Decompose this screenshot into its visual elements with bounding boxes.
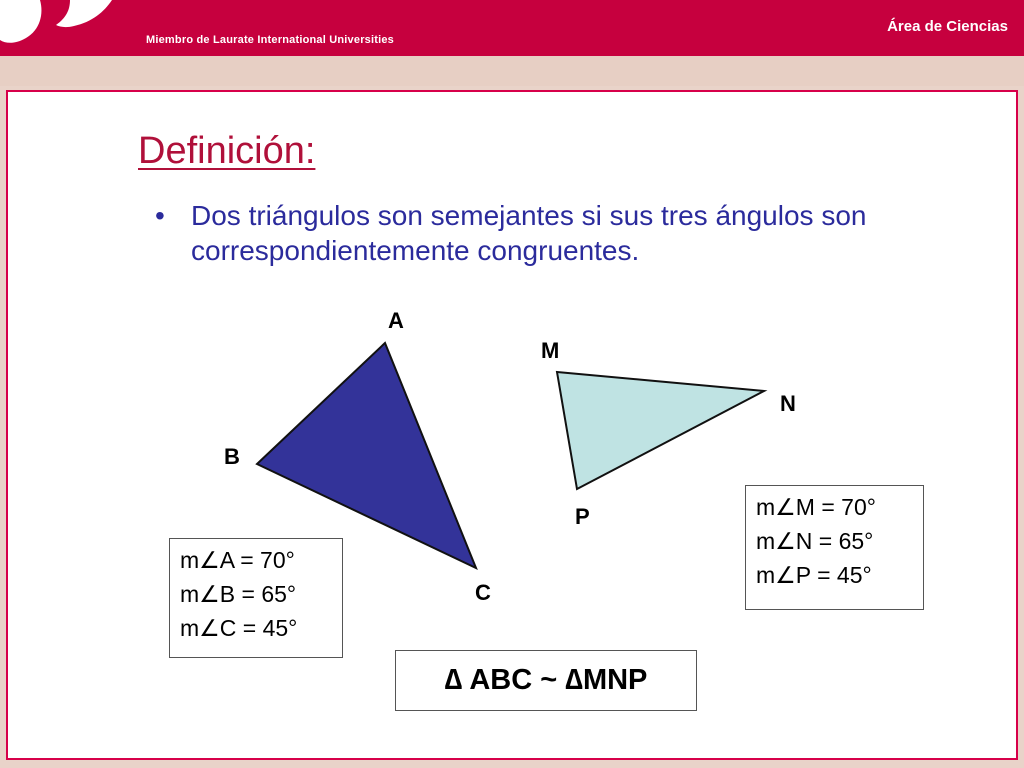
slide-title: Definición:	[138, 130, 316, 172]
angle-c-text: m∠C = 45°	[180, 615, 298, 641]
bullet-icon: •	[155, 200, 165, 231]
vertex-label-b: B	[224, 444, 240, 469]
angle-m-text: m∠M = 70°	[756, 494, 876, 520]
similarity-statement: ∆ ABC ~ ∆MNP	[395, 650, 697, 711]
angle-b-text: m∠B = 65°	[180, 581, 297, 607]
vertex-label-n: N	[780, 391, 796, 416]
angle-box-abc	[169, 538, 343, 658]
vertex-label-a: A	[388, 308, 404, 333]
angle-box-mnp	[745, 485, 924, 610]
vertex-label-p: P	[575, 504, 590, 529]
angle-a-text: m∠A = 70°	[180, 547, 295, 573]
vertex-label-c: C	[475, 580, 491, 605]
affiliation-text: Miembro de Laurate International Universities	[146, 34, 395, 46]
triangle-mnp	[557, 372, 764, 489]
angle-p-text: m∠P = 45°	[756, 562, 872, 588]
bullet-text: Dos triángulos son semejantes si sus tres ángulos son correspondientemente congruentes.	[191, 200, 867, 266]
angle-n-text: m∠N = 65°	[756, 528, 874, 554]
triangle-abc	[257, 343, 476, 568]
vertex-label-m: M	[541, 338, 560, 363]
area-title: Área de Ciencias	[887, 18, 1008, 35]
